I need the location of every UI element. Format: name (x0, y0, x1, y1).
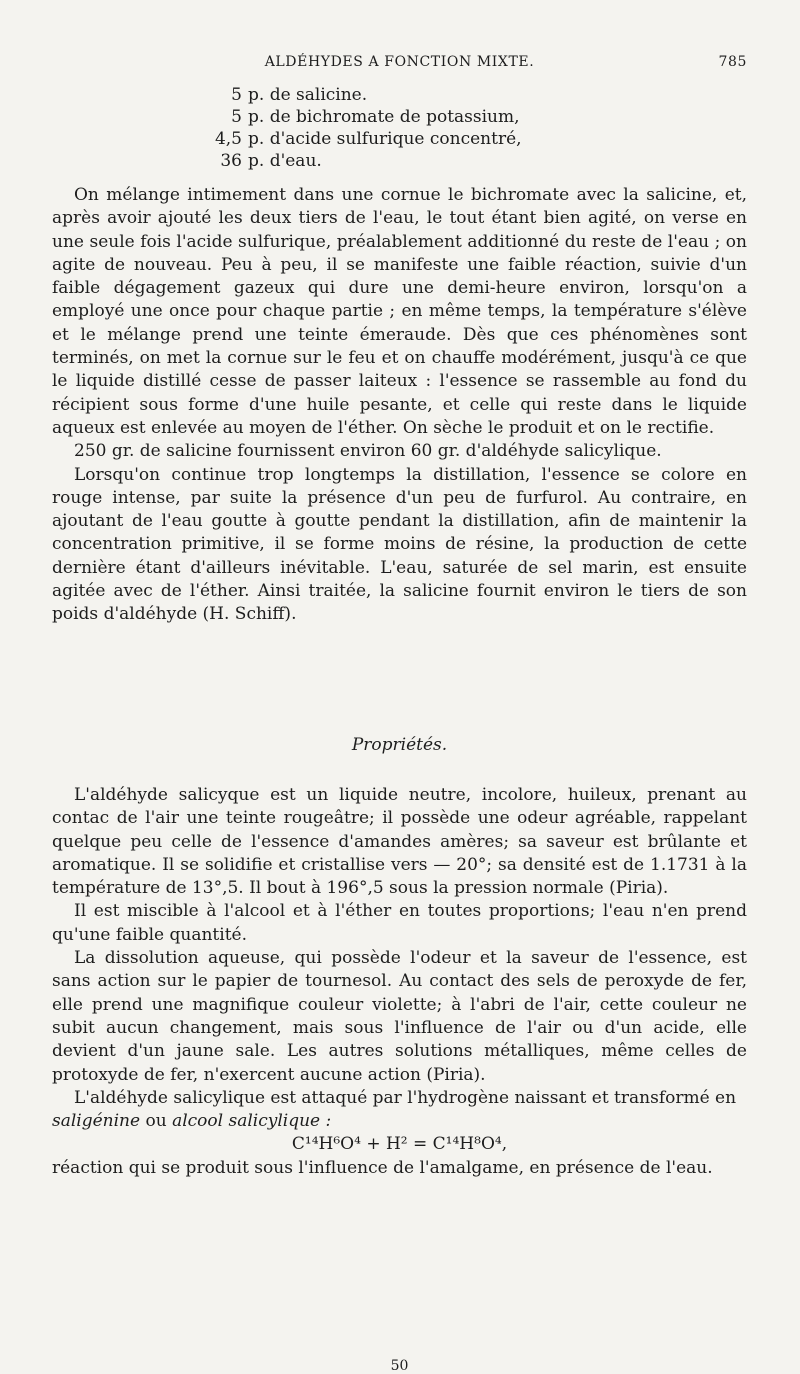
running-title: ALDÉHYDES A FONCTION MIXTE. (264, 54, 535, 70)
recipe-item (200, 84, 522, 106)
closing-paragraph: réaction qui se produit sous l'influence de l'amalgame, en présence de l'eau. (52, 1157, 713, 1178)
recipe-item (200, 150, 522, 172)
paragraph: 250 gr. de salicine fournissent environ 60 gr. d'aldéhyde salicylique. (74, 441, 662, 462)
paragraph: On mélange intimement dans une cornue le bichromate avec la salicine, et, après avoir ajouté les deux tiers de l'eau, le tout étant bien agité, on verse en une seule fois l'acide sulfurique, préalablement additionné du reste de l'eau ; on agite de nouveau. Peu à peu, il se manifeste une faible réaction, suivie d'un faible dégagement gazeux qui dure une demi-heure environ, lorsqu'on a employé une once pour chaque partie ; en même temps, la température s'élève et le mélange prend une teinte émeraude. Dès que ces phénomènes sont terminés, on met la cornue sur le feu et on chauffe modérément, jusqu'à ce que le liquide distillé cesse de passer laiteux : l'essence se rassemble au fond du récipient sous forme d'une huile pesante, et celle qui reste dans le liquide aqueux est enlevée au moyen de l'éther. On sèche le produit et on le rectifie. (52, 185, 747, 438)
recipe-ingredient: p. de bichromate de potassium, (248, 107, 520, 127)
recipe-quantity: 4,5 (214, 129, 242, 149)
paragraph: L'aldéhyde salicyque est un liquide neutre, incolore, huileux, prenant au contac de l'air une teinte rougeâtre; il possède une odeur agréable, rappelant quelque peu celle de l'essence d'amandes amères; sa saveur est brûlante et aromatique. Il se solidifie et cristallise vers — 20°; sa densité est de 1.1731 à la température de 13°,5. Il bout à 196°,5 sous la pression normale (Piria). (52, 785, 747, 899)
italic-line (52, 1110, 747, 1133)
recipe-item (200, 106, 522, 128)
page-number: 785 (718, 54, 747, 70)
recipe-item (200, 128, 522, 150)
recipe-quantity: 36 (220, 151, 242, 171)
recipe-ingredient: p. d'acide sulfurique concentré, (248, 129, 522, 149)
running-header (52, 54, 747, 78)
recipe-ingredient: p. de salicine. (248, 85, 368, 105)
connector-word: ou (145, 1111, 167, 1132)
chemical-formula: C¹⁴H⁶O⁴ + H² = C¹⁴H⁸O⁴, (291, 1134, 508, 1155)
preparation-text (52, 184, 747, 627)
term-alcool-salicylique: alcool salicylique : (172, 1111, 332, 1132)
paragraph: La dissolution aqueuse, qui possède l'odeur et la saveur de l'essence, est sans action sur le papier de tournesol. Au contact des sels de peroxyde de fer, elle prend une magnifique couleur violette; à l'abri de l'air, cette couleur ne subit aucun changement, mais sous l'influence de l'air ou d'un acide, elle devient d'un jaune sale. Les autres solutions métalliques, même celles de protoxyde de fer, n'exercent aucune action (Piria). (52, 948, 747, 1085)
paragraph: L'aldéhyde salicylique est attaqué par l'hydrogène naissant et transformé en (74, 1087, 737, 1108)
signature-mark: 50 (390, 1358, 409, 1374)
section-heading: Propriétés. (351, 735, 448, 755)
recipe-list (200, 84, 522, 172)
properties-text (52, 784, 747, 1180)
paragraph: Lorsqu'on continue trop longtemps la distillation, l'essence se colore en rouge intense, par suite la présence d'un peu de furfurol. Au contraire, en ajoutant de l'eau goutte à goutte pendant la distillation, afin de maintenir la concentration primitive, il se forme moins de résine, la production de cette dernière étant d'ailleurs inévitable. L'eau, saturée de sel marin, est ensuite agitée avec de l'éther. Ainsi traitée, la salicine fournit environ le tiers de son poids d'aldéhyde (H. Schiff). (52, 464, 747, 625)
recipe-quantity: 5 (231, 107, 242, 127)
recipe-ingredient: p. d'eau. (248, 151, 322, 171)
term-saligenine: saligénine (52, 1111, 141, 1132)
paragraph: Il est miscible à l'alcool et à l'éther en toutes proportions; l'eau n'en prend qu'une faible quantité. (52, 901, 747, 945)
recipe-quantity: 5 (231, 85, 242, 105)
